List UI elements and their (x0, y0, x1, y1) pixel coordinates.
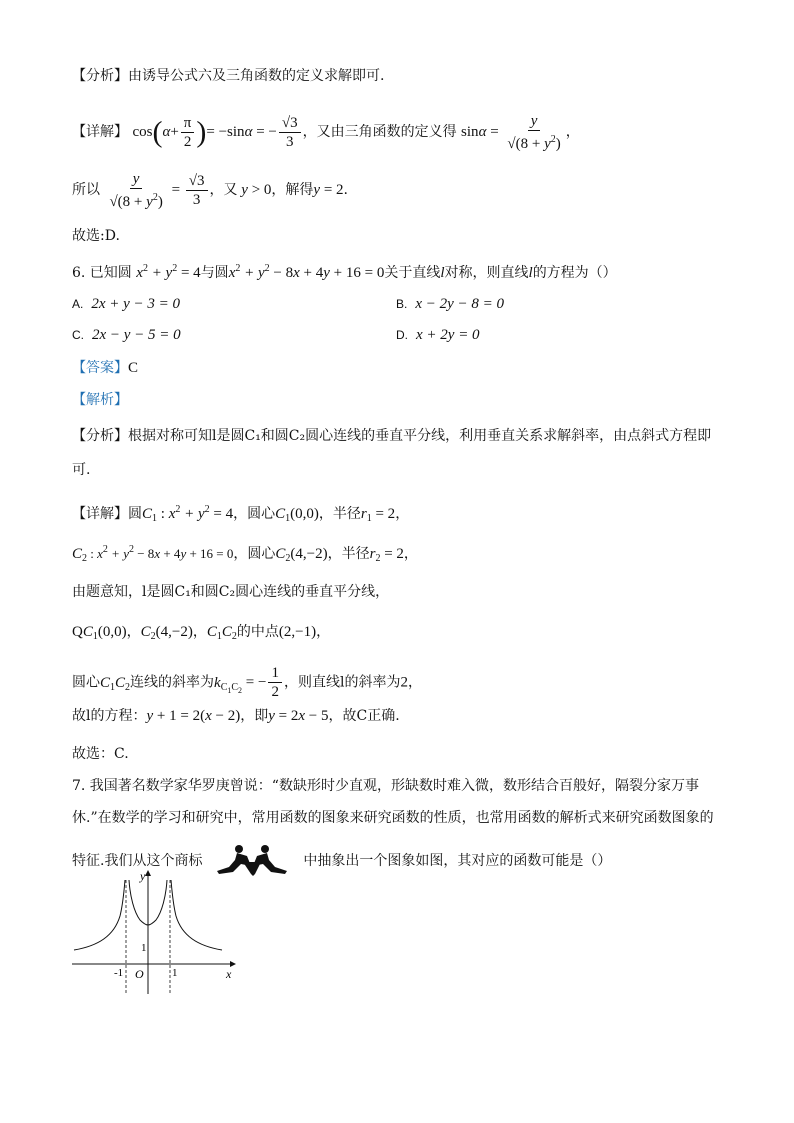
analysis-tag: 【分析】 (72, 428, 128, 444)
stem-sym: 对称，则直线 (444, 265, 529, 281)
detail-text: 圆心 (72, 674, 100, 691)
option-b[interactable] (396, 294, 504, 314)
so-prefix: 所以 (72, 181, 100, 198)
explain-tag: 【解析】 (72, 392, 128, 408)
q7-line2: 休.”在数学的学习和研究中，常用函数的图象来研究函数的性质，也常用函数的解析式来研究函数图象的 (72, 810, 714, 826)
q6-answer (72, 358, 138, 378)
detail-mid: ，又由三角函数的定义得 (302, 123, 457, 140)
option-d[interactable] (396, 325, 480, 345)
analysis-text: 由诱导公式六及三角函数的定义求解即可. (128, 68, 385, 84)
detail-text: ，半径 (327, 546, 370, 562)
stem-end: 的方程为（） (532, 265, 617, 281)
q6-detail-5: 圆心$C_1C_2$连线的斜率为$k_{C_1C_2}$ = − $\frac{1}{2}$ ，则直线l的斜率为2， (72, 665, 422, 700)
detail-text: ，故C正确. (328, 708, 400, 724)
q5-analysis (72, 66, 384, 86)
q5-choose: 故选:D. (72, 228, 120, 244)
detail-text: ，即 (240, 708, 269, 724)
answer-value: C (128, 360, 139, 376)
tick-neg1: -1 (114, 967, 124, 979)
tick-pos1: 1 (172, 967, 178, 979)
option-eq: x − 2y − 8 = 0 (415, 296, 505, 312)
tick-y1: 1 (141, 942, 147, 954)
answer-tag: 【答案】 (72, 360, 128, 376)
analysis-text: 根据对称可知l是圆C₁和圆C₂圆心连线的垂直平分线，利用垂直关系求解斜率，由点斜式方程即 (128, 428, 712, 444)
q6-analysis-2: 可. (72, 462, 91, 478)
origin-label: O (135, 967, 144, 981)
option-eq: 2x + y − 3 = 0 (91, 296, 181, 312)
option-eq: 2x − y − 5 = 0 (92, 327, 181, 343)
q6-stem: 6. 已知圆 $x^2 + y^2 = 4$与圆$x^2 + y^2 - 8x + 4y + 16 = 0$关于直线l对称，则直线l的方程为（） (72, 263, 617, 281)
formula-eq: $\frac{y}{√(8 + y^2)}$ = $\frac{√3}{3}$ (104, 182, 209, 198)
option-label: D. (396, 328, 408, 342)
option-label: C. (72, 328, 84, 342)
stem-about: 关于直线 (384, 265, 441, 281)
x-axis-label: x (226, 967, 232, 981)
formula-y2: y (313, 181, 321, 198)
detail-tag: 【详解】 (72, 123, 128, 140)
line3-post: 中抽象出一个图象如图，其对应的函数可能是（） (303, 853, 612, 869)
option-label: B. (396, 297, 408, 311)
q6-detail-6: 故l的方程：y + 1 = 2(x − 2)，即y = 2x − 5，故C正确. (72, 708, 400, 724)
circle1-eq: $x^2 + y^2 = 4$ (136, 263, 201, 281)
circle2-eq: $x^2 + y^2 - 8x + 4y + 16 = 0$ (228, 263, 385, 281)
option-label: A. (72, 297, 84, 311)
detail-text: ，则直线l的斜率为 (283, 674, 401, 691)
q6-detail-3: 由题意知，l是圆C₁和圆C₂圆心连线的垂直平分线， (72, 584, 390, 600)
stem-prefix: 6. 已知圆 (72, 265, 132, 281)
detail-text: ，圆心 (233, 546, 276, 562)
stem-mid: 与圆 (200, 265, 229, 281)
q6-analysis-1 (72, 426, 711, 446)
detail-text: 圆 (128, 506, 142, 522)
detail-text: 故l的方程： (72, 708, 147, 724)
formula-cos: cos(α+ $\frac{\pi}{2}$ )= −sinα = − $\frac{√3}{3}$ (132, 124, 302, 140)
so-mid: ，又 (209, 181, 238, 198)
option-a[interactable] (72, 294, 180, 314)
detail-text: ，半径 (318, 506, 361, 522)
q6-detail-1: 【详解】圆$C_1$ : $x^2 + y^2 = 4$，圆心$C_1(0,0)$，半径$r_1 = 2$， (72, 504, 410, 524)
q6-explain (72, 390, 128, 410)
so-solve: ，解得 (271, 181, 314, 198)
line3-pre: 特征.我们从这个商标 (72, 853, 203, 869)
q6-choose: 故选：C. (72, 746, 129, 762)
q7-line1: 7. 我国著名数学家华罗庚曾说：“数缺形时少直观，形缺数时难入微，数形结合百般好，隔裂分家万事 (72, 778, 699, 794)
option-c[interactable] (72, 325, 181, 345)
y-axis-label: y (140, 869, 146, 883)
detail-text: 的中点 (236, 624, 279, 640)
detail-text: 连线的斜率为 (130, 674, 215, 691)
q5-so: 所以 $\frac{y}{√(8 + y^2)}$ = $\frac{√3}{3}$ ，又 y > 0，解得y = 2. (72, 171, 348, 210)
detail-text: ，圆心 (233, 506, 276, 522)
q6-detail-2: $C_2$ : $x^2 + y^2 - 8x + 4y + 16 = 0$，圆心$C_2(4,-2)$，半径$r_2 = 2$， (72, 544, 418, 564)
detail-tag: 【详解】 (72, 506, 128, 522)
q5-detail: 【详解】 cos(α+ $\frac{\pi}{2}$ )= −sinα = − $\frac{√3}{3}$ ，又由三角函数的定义得 sinα = $\frac{y}{√(8 + y^2)}$ ， (72, 113, 580, 152)
option-eq: x + 2y = 0 (416, 327, 480, 343)
formula-ypos: y (237, 181, 248, 198)
formula-sin: sinα = $\frac{y}{√(8 + y^2)}$ (461, 113, 561, 152)
analysis-tag: 【分析】 (72, 68, 128, 84)
function-graph (68, 866, 238, 996)
q6-detail-4: $QC_1(0,0)$，$C_2(4,-2)$，$C_1C_2$的中点(2,−1)， (72, 624, 331, 642)
